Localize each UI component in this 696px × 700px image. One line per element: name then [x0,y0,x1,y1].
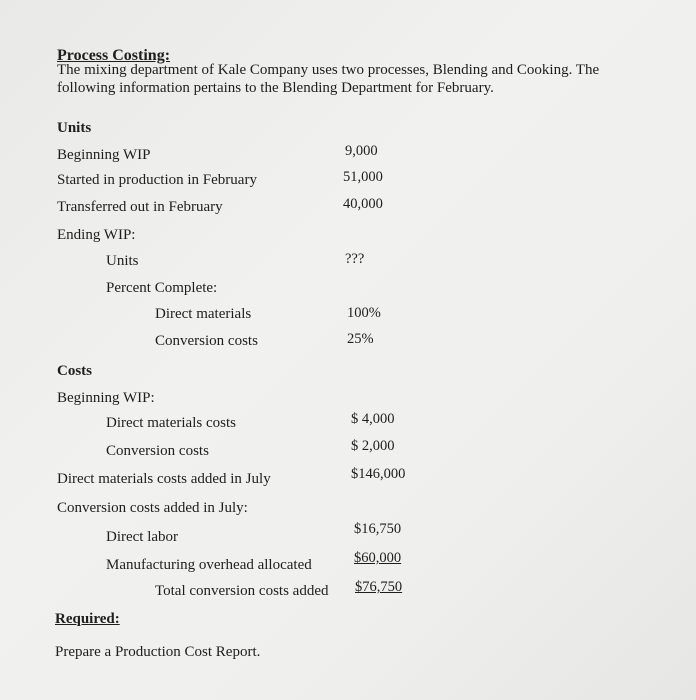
direct-labor-label: Direct labor [106,529,179,545]
dm-costs-value: $ 4,000 [351,411,395,427]
transferred-label: Transferred out in February [57,199,223,215]
dm-added-label: Direct materials costs added in July [57,471,271,487]
overhead-value: $60,000 [354,550,402,566]
started-value: 51,000 [343,169,383,185]
required-heading: Required: [55,611,120,627]
direct-labor-value: $16,750 [354,521,402,537]
direct-materials-label: Direct materials [155,306,252,322]
conv-costs-label: Conversion costs [106,443,209,459]
started-label: Started in production in February [57,172,257,188]
beginning-wip-value: 9,000 [345,143,378,159]
percent-complete-label: Percent Complete: [106,280,218,296]
dm-costs-label: Direct materials costs [106,415,236,431]
direct-materials-value: 100% [347,305,381,321]
conv-costs-value: $ 2,000 [351,438,395,454]
intro-line-1: The mixing department of Kale Company uses two processes, Blending and Cooking. The [57,62,600,78]
required-text: Prepare a Production Cost Report. [55,644,261,660]
ending-units-label: Units [106,253,139,269]
costs-heading: Costs [57,363,93,379]
units-heading: Units [57,120,92,136]
conv-added-label: Conversion costs added in July: [57,500,248,516]
intro-line-2: following information pertains to the Blending Department for February. [57,80,494,96]
ending-units-value: ??? [345,251,365,267]
total-conv-label: Total conversion costs added [155,583,329,599]
dm-added-value: $146,000 [351,466,406,482]
beginning-wip-label: Beginning WIP [57,147,151,163]
conversion-costs-label: Conversion costs [155,333,258,349]
conversion-costs-value: 25% [347,331,374,347]
transferred-value: 40,000 [343,196,383,212]
ending-wip-label: Ending WIP: [57,227,136,243]
document-title: Process Costing: [57,47,171,64]
overhead-label: Manufacturing overhead allocated [106,557,312,573]
total-conv-value: $76,750 [355,579,403,595]
costs-beginning-wip-label: Beginning WIP: [57,390,155,406]
